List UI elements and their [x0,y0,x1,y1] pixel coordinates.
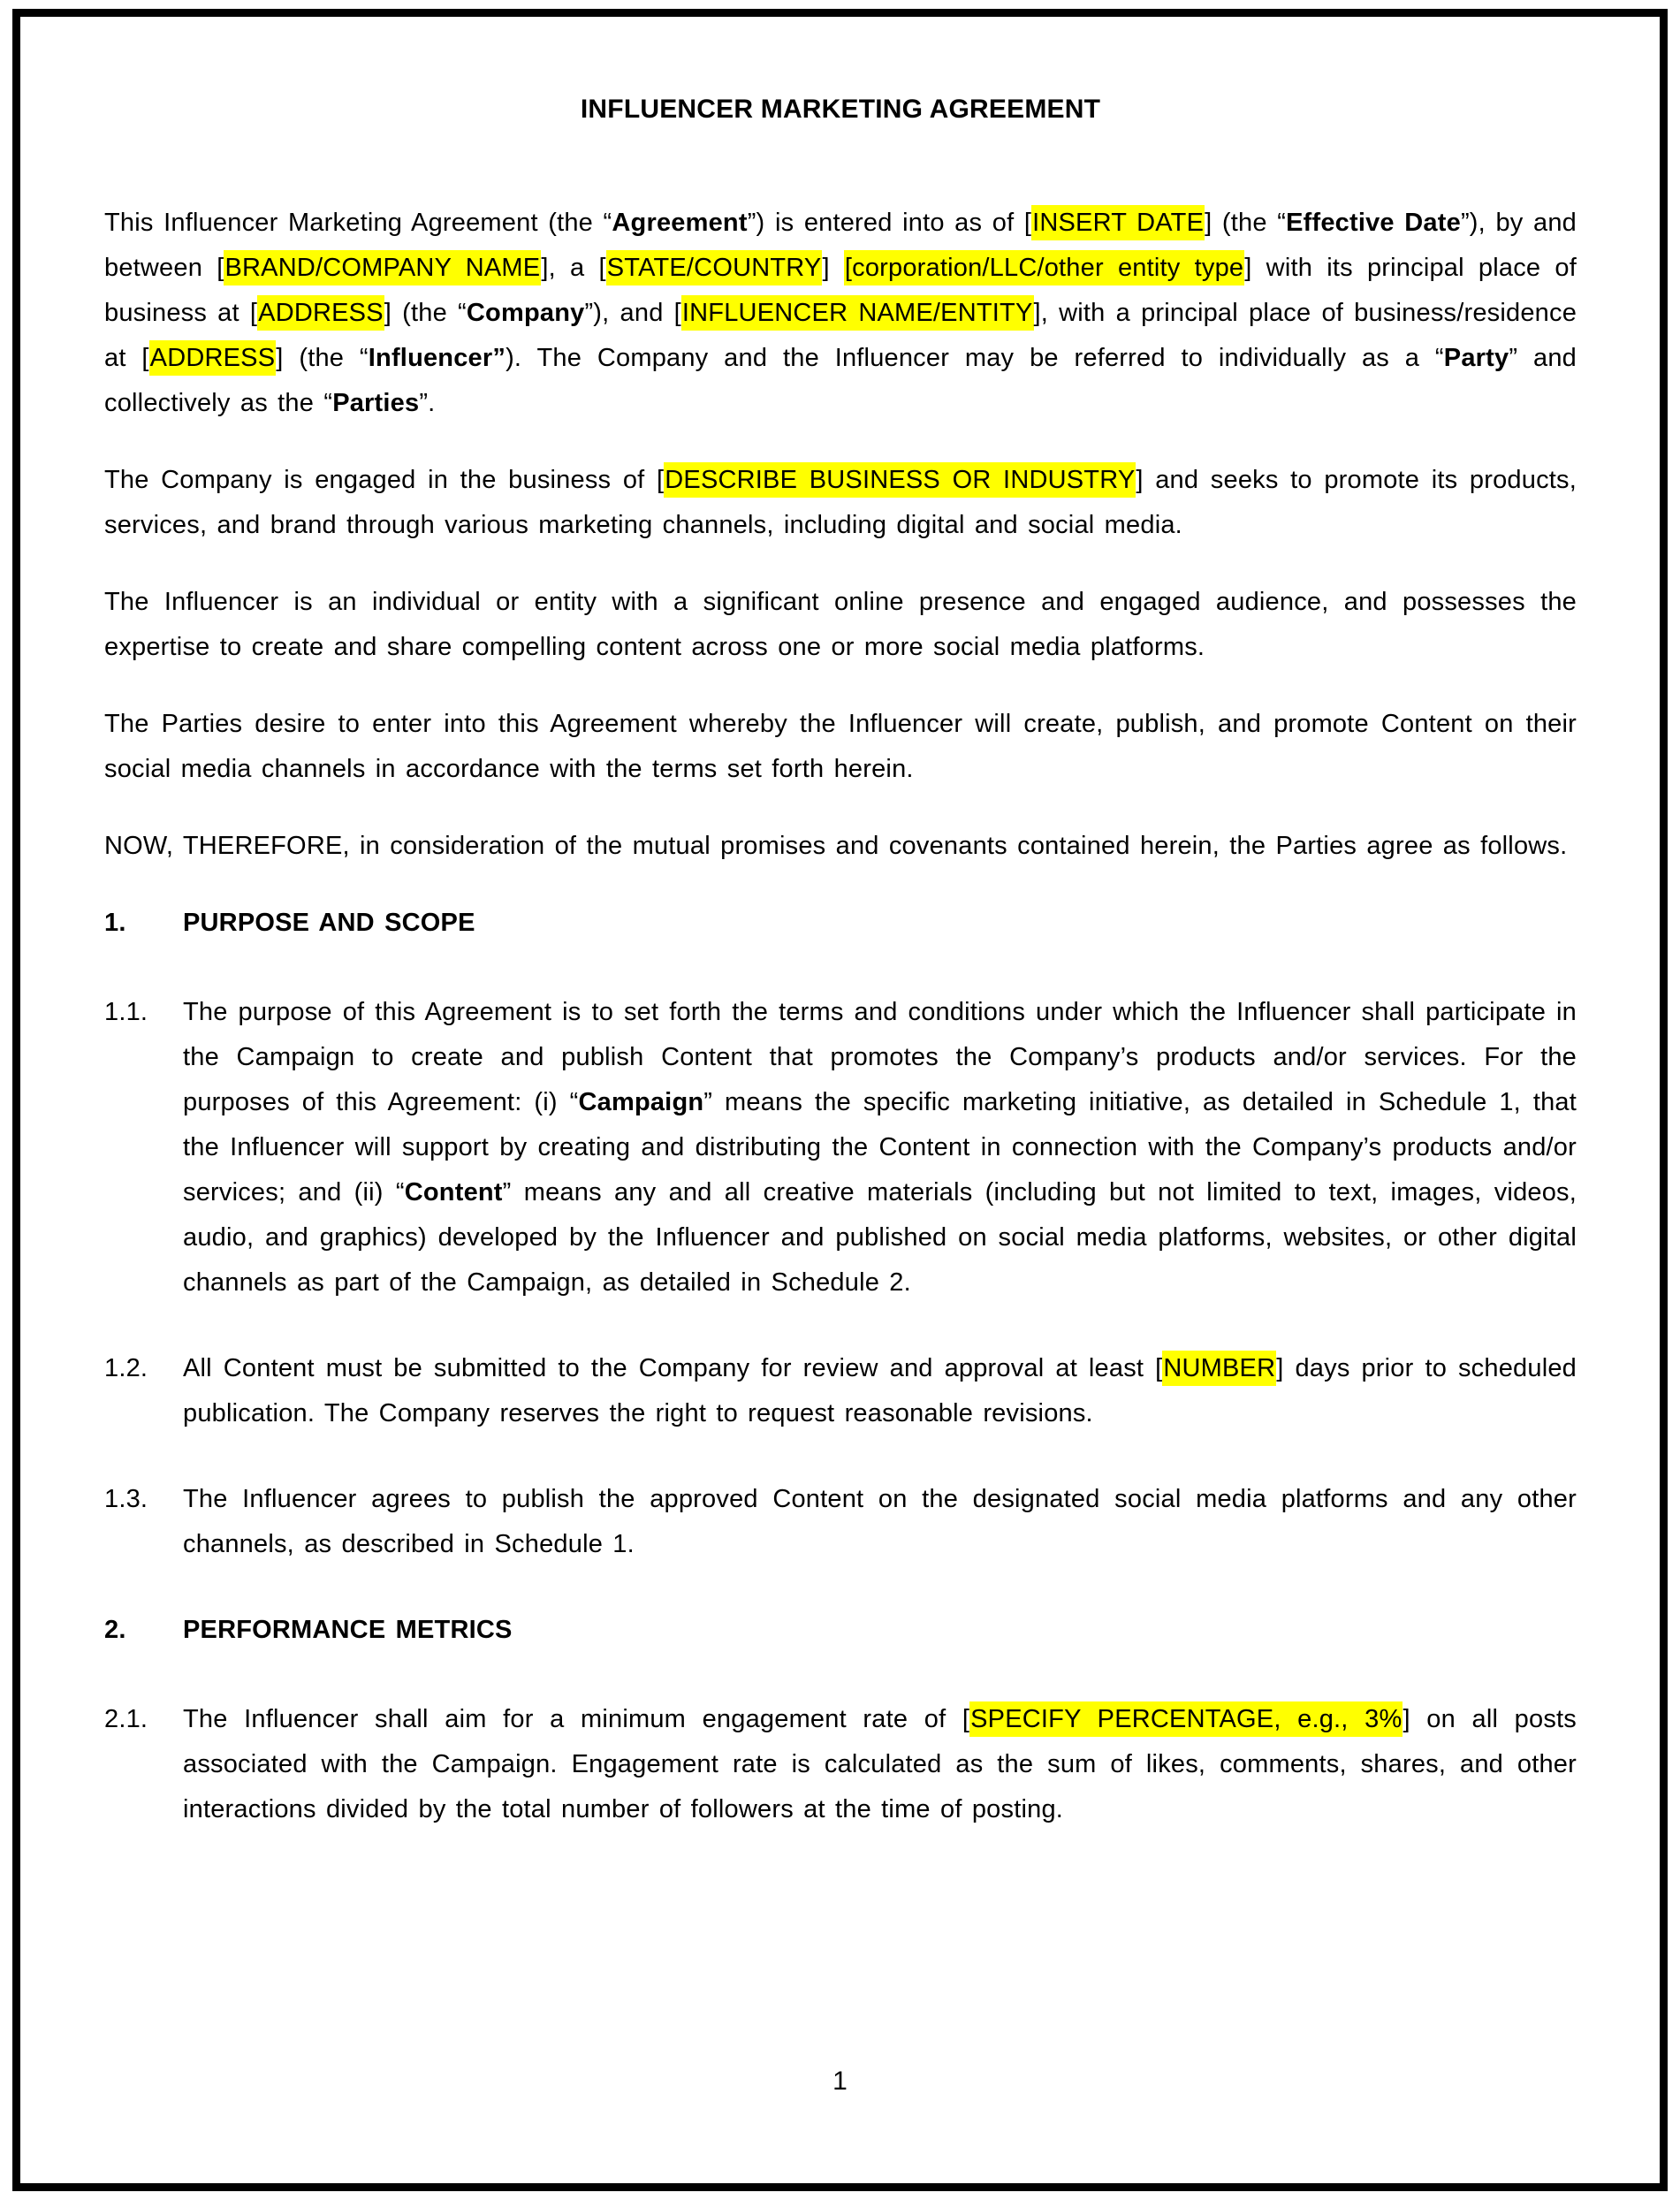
bold-term: Party [1443,344,1509,372]
clause-text [104,832,1567,860]
clause-number: 1.3. [104,1485,148,1513]
text-run: ] [822,254,844,282]
document-body [104,201,1577,1832]
clause-text [104,588,1577,661]
text-run: ], a [ [541,254,606,282]
clause-number: 2.1. [104,1705,148,1733]
text-run: ] on all posts associated with the Campaign. Engagement rate is calculated as the sum of likes, comments, shares, and other interactions divided by the total number of followers at the time of posting. [183,1705,1577,1823]
text-run: The Company is engaged in the business of [ [104,466,665,494]
highlighted-placeholder: STATE/COUNTRY [606,250,823,285]
bold-term: Campaign [578,1088,704,1116]
paragraph [104,702,1577,792]
text-run: ] and seeks to promote its products, services, and brand through various marketing channels, including digital and social media. [104,466,1577,539]
clause-text [183,1697,1577,1832]
text-run: ] days prior to scheduled publication. The Company reserves the right to request reasonable revisions. [183,1354,1577,1427]
text-run: ”) is entered into as of [ [747,209,1032,237]
text-run: The Influencer shall aim for a minimum engagement rate of [ [183,1705,970,1733]
highlighted-placeholder: INSERT DATE [1031,205,1205,240]
paragraph [104,458,1577,548]
highlighted-placeholder: SPECIFY PERCENTAGE, e.g., 3% [969,1701,1403,1737]
numbered-clause [104,1697,1577,1832]
text-run: ] (the “ [1205,209,1287,237]
clause-text [183,1477,1577,1567]
text-run: The Parties desire to enter into this Agreement whereby the Influencer will create, publish, and promote Content on their social media channels in accordance with the terms set forth herein. [104,710,1577,783]
highlighted-placeholder: NUMBER [1162,1351,1276,1386]
highlighted-placeholder: DESCRIBE BUSINESS OR INDUSTRY [664,462,1136,498]
paragraph [104,201,1577,426]
clause-text [183,990,1577,1306]
section-heading [104,901,1577,946]
highlighted-placeholder: ADDRESS [257,295,384,331]
text-run: ”), by and between [ [104,209,1577,282]
text-run: ” and collectively as the “ [104,344,1577,417]
clause-text [183,1346,1577,1436]
clause-text [104,205,1577,417]
document-title: INFLUENCER MARKETING AGREEMENT [580,95,1101,124]
text-run: ] (the “ [384,299,467,327]
text-run: ” means any and all creative materials (including but not limited to text, images, videos, audio, and graphics) developed by the Influencer and published on social media platforms, websites, or other digital channels as part of the Campaign, as detailed in Schedule 2. [183,1178,1577,1297]
text-run: ” means the specific marketing initiative, as detailed in Schedule 1, that the Influencer will support by creating and distributing the Content in connection with the Company’s products and/or services; and (ii) “ [183,1088,1577,1207]
document-page [12,9,1668,2191]
text-run: This Influencer Marketing Agreement (the “ [104,209,612,237]
text-run: ”), and [ [584,299,681,327]
bold-term: Content [404,1178,503,1207]
clause-text [104,710,1577,783]
text-run: ”. [419,389,436,417]
text-run: ], with a principal place of business/residence at [ [104,299,1577,372]
text-run: The Influencer agrees to publish the approved Content on the designated social media platforms and any other channels, as described in Schedule 1. [183,1485,1577,1558]
bold-term: Parties [332,389,420,417]
clause-text [183,901,1577,946]
bold-term: Company [466,299,585,327]
text-run: The purpose of this Agreement is to set forth the terms and conditions under which the Influencer shall participate in the Campaign to create and publish Content that promotes the Company’s products and/or services. For the purposes of this Agreement: (i) “ [183,998,1577,1116]
highlighted-placeholder: [corporation/LLC/other entity type [844,250,1244,285]
clause-text [183,1608,1577,1653]
paragraph [104,824,1577,869]
clause-text [104,462,1577,539]
clause-number: 2. [104,1616,126,1644]
numbered-clause [104,1477,1577,1567]
text-run: ] (the “ [276,344,369,372]
highlighted-placeholder: INFLUENCER NAME/ENTITY [681,295,1034,331]
page-number: 1 [832,2067,848,2096]
bold-term: PURPOSE AND SCOPE [183,909,475,937]
bold-term: Agreement [612,209,748,237]
text-run: ] with its principal place of business at [ [104,254,1577,327]
numbered-clause [104,1346,1577,1436]
highlighted-placeholder: BRAND/COMPANY NAME [224,250,541,285]
text-run: ). The Company and the Influencer may be referred to individually as a “ [506,344,1444,372]
bold-term: Effective Date [1286,209,1461,237]
bold-term: PERFORMANCE METRICS [183,1616,513,1644]
text-run: The Influencer is an individual or entity with a significant online presence and engaged audience, and possesses the expertise to create and share compelling content across one or more social media platforms. [104,588,1577,661]
text-run: NOW, THEREFORE, in consideration of the mutual promises and covenants contained herein, the Parties agree as follows. [104,832,1568,860]
clause-number: 1.2. [104,1354,148,1382]
highlighted-placeholder: ADDRESS [149,340,277,376]
section-heading [104,1608,1577,1653]
clause-number: 1.1. [104,998,148,1026]
clause-number: 1. [104,909,126,937]
text-run: All Content must be submitted to the Company for review and approval at least [ [183,1354,1163,1382]
bold-term: Influencer” [368,344,506,372]
numbered-clause [104,990,1577,1306]
document-content [20,17,1660,1832]
paragraph [104,580,1577,670]
